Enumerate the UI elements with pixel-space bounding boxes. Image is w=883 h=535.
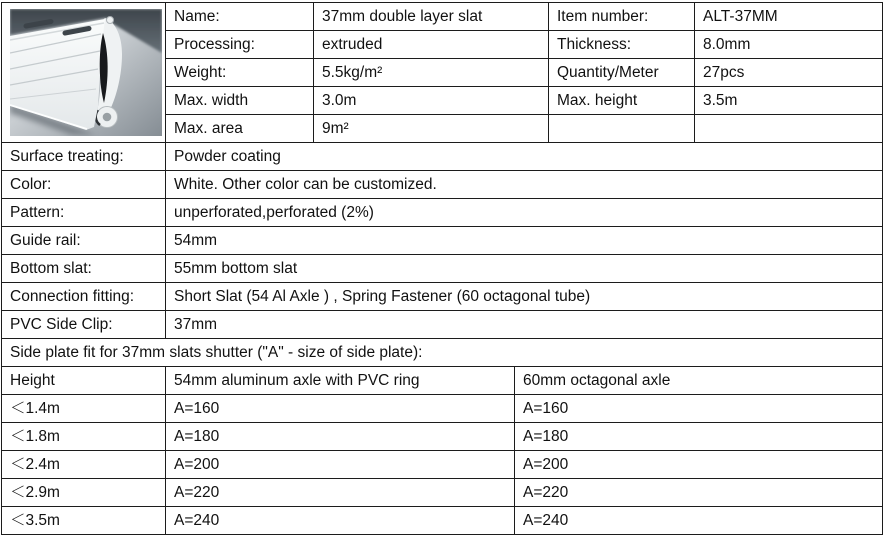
detail-value-connection-fitting: Short Slat (54 Al Axle ) , Spring Fastener (60 octagonal tube) — [166, 283, 883, 311]
a-size-60-cell: A=240 — [515, 507, 883, 535]
spec-sheet — [0, 2, 883, 529]
a-size-54-cell: A=200 — [166, 451, 515, 479]
height-cell: ＜2.9m — [2, 479, 166, 507]
spec-value-name: 37mm double layer slat — [314, 3, 549, 31]
spec-value-max-width: 3.0m — [314, 87, 549, 115]
spec-label-item-number: Item number: — [549, 3, 695, 31]
detail-label-pattern: Pattern: — [2, 199, 166, 227]
spec-label-max-width: Max. width — [166, 87, 314, 115]
table-row — [2, 339, 883, 367]
spec-value-max-height: 3.5m — [695, 87, 883, 115]
table-row — [2, 283, 883, 311]
table-row — [2, 367, 883, 395]
a-size-54-cell: A=160 — [166, 395, 515, 423]
spec-value-processing: extruded — [314, 31, 549, 59]
product-image-cell — [2, 3, 166, 143]
side-plate-col-height: Height — [2, 367, 166, 395]
spec-label-quantity-meter: Quantity/Meter — [549, 59, 695, 87]
a-size-54-cell: A=240 — [166, 507, 515, 535]
table-row — [2, 3, 883, 31]
spec-label-processing: Processing: — [166, 31, 314, 59]
side-plate-col-54mm-axle: 54mm aluminum axle with PVC ring — [166, 367, 515, 395]
a-size-54-cell: A=220 — [166, 479, 515, 507]
table-row — [2, 199, 883, 227]
spec-label-max-area: Max. area — [166, 115, 314, 143]
spec-label-max-height: Max. height — [549, 87, 695, 115]
table-row — [2, 143, 883, 171]
detail-label-pvc-side-clip: PVC Side Clip: — [2, 311, 166, 339]
height-cell: ＜3.5m — [2, 507, 166, 535]
detail-value-color: White. Other color can be customized. — [166, 171, 883, 199]
table-row — [2, 227, 883, 255]
detail-label-color: Color: — [2, 171, 166, 199]
detail-value-surface-treating: Powder coating — [166, 143, 883, 171]
spec-value-thickness: 8.0mm — [695, 31, 883, 59]
detail-value-guide-rail: 54mm — [166, 227, 883, 255]
spec-label-empty — [549, 115, 695, 143]
a-size-60-cell: A=160 — [515, 395, 883, 423]
spec-value-empty — [695, 115, 883, 143]
table-row — [2, 423, 883, 451]
table-row — [2, 507, 883, 535]
spec-value-quantity-meter: 27pcs — [695, 59, 883, 87]
detail-value-pvc-side-clip: 37mm — [166, 311, 883, 339]
spec-label-name: Name: — [166, 3, 314, 31]
detail-value-bottom-slat: 55mm bottom slat — [166, 255, 883, 283]
table-row — [2, 171, 883, 199]
table-row — [2, 311, 883, 339]
table-row — [2, 451, 883, 479]
a-size-60-cell: A=220 — [515, 479, 883, 507]
detail-label-guide-rail: Guide rail: — [2, 227, 166, 255]
spec-value-weight: 5.5kg/m² — [314, 59, 549, 87]
height-cell: ＜1.4m — [2, 395, 166, 423]
height-cell: ＜2.4m — [2, 451, 166, 479]
table-row — [2, 255, 883, 283]
detail-label-surface-treating: Surface treating: — [2, 143, 166, 171]
detail-value-pattern: unperforated,perforated (2%) — [166, 199, 883, 227]
table-row — [2, 395, 883, 423]
detail-label-bottom-slat: Bottom slat: — [2, 255, 166, 283]
a-size-60-cell: A=200 — [515, 451, 883, 479]
height-cell: ＜1.8m — [2, 423, 166, 451]
side-plate-heading: Side plate fit for 37mm slats shutter ("A" - size of side plate): — [2, 339, 883, 367]
table-row — [2, 479, 883, 507]
spec-value-max-area: 9m² — [314, 115, 549, 143]
detail-label-connection-fitting: Connection fitting: — [2, 283, 166, 311]
side-plate-col-60mm-axle: 60mm octagonal axle — [515, 367, 883, 395]
spec-label-weight: Weight: — [166, 59, 314, 87]
product-photo-icon — [10, 9, 162, 136]
spec-table — [1, 2, 883, 535]
spec-value-item-number: ALT-37MM — [695, 3, 883, 31]
spec-label-thickness: Thickness: — [549, 31, 695, 59]
a-size-54-cell: A=180 — [166, 423, 515, 451]
a-size-60-cell: A=180 — [515, 423, 883, 451]
